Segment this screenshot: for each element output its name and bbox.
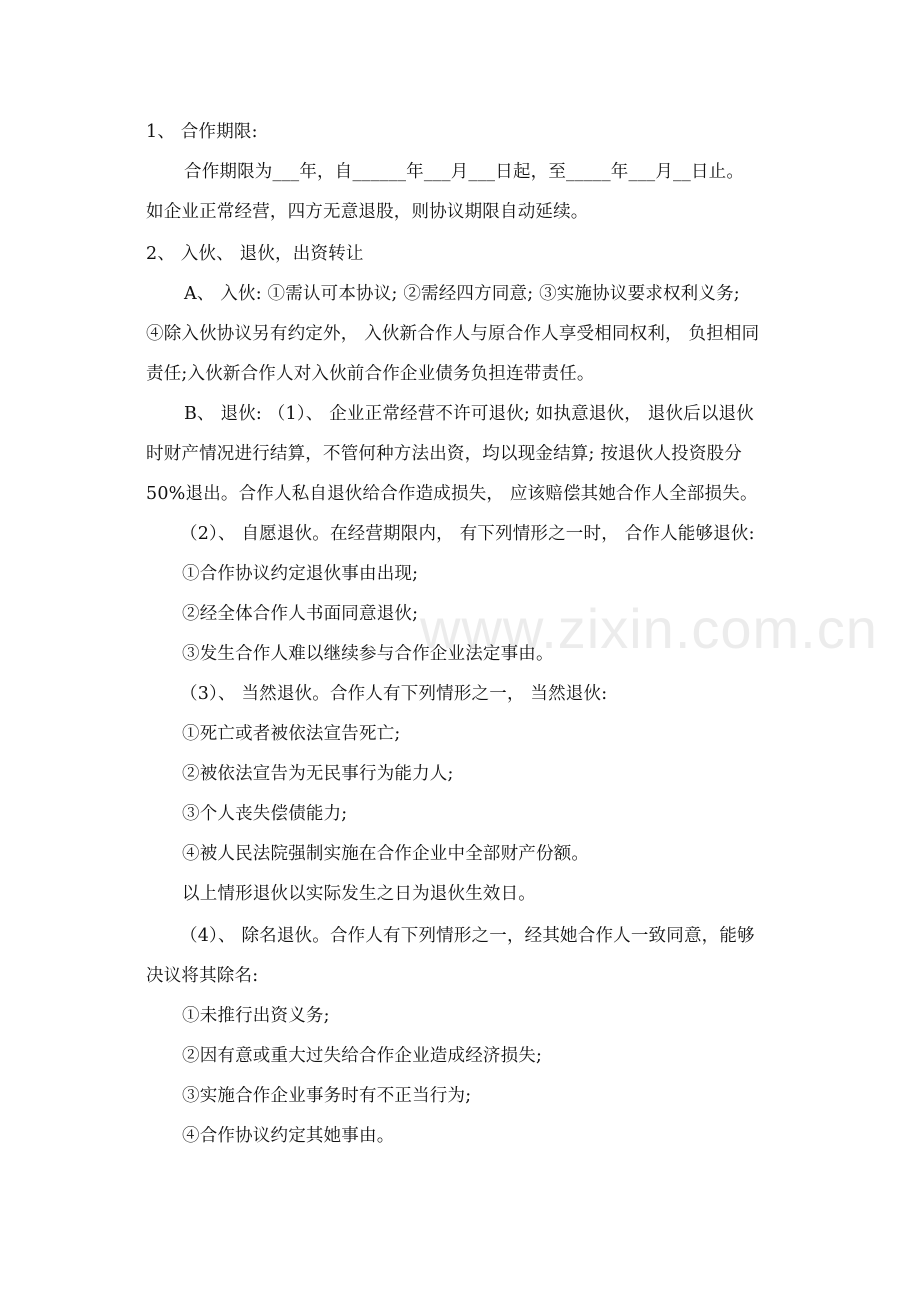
paragraph-line: 合作期限为___年，自______年___月___日起，至_____年___月__日止。: [184, 162, 745, 182]
section-1-heading: 1、 合作期限:: [146, 122, 258, 142]
list-item: ①死亡或者被依法宣告死亡;: [182, 724, 401, 744]
list-item: ①合作协议约定退伙事由出现;: [182, 564, 419, 584]
watermark: www.zixin.com.cn: [420, 597, 878, 660]
list-item: ④被人民法院强制实施在合作企业中全部财产份额。: [182, 844, 590, 864]
list-item: ③个人丧失偿债能力;: [182, 804, 348, 824]
paragraph-line: B、 退伙: （1）、 企业正常经营不许可退伙; 如执意退伙， 退伙后以退伙: [184, 404, 754, 424]
list-item: ③发生合作人难以继续参与合作企业法定事由。: [182, 644, 554, 664]
paragraph-line: A、 入伙: ①需认可本协议; ②需经四方同意; ③实施协议要求权利义务;: [184, 284, 740, 304]
paragraph-line: （3）、 当然退伙。合作人有下列情形之一， 当然退伙:: [180, 684, 608, 704]
paragraph-line: 如企业正常经营，四方无意退股，则协议期限自动延续。: [146, 202, 589, 222]
paragraph-line: 50%退出。合作人私自退伙给合作造成损失， 应该赔偿其她合作人全部损失。: [146, 484, 758, 504]
paragraph-line: 以上情形退伙以实际发生之日为退伙生效日。: [182, 884, 536, 904]
paragraph-line: 责任;入伙新合作人对入伙前合作企业债务负担连带责任。: [146, 364, 595, 384]
list-item: ③实施合作企业事务时有不正当行为;: [182, 1086, 472, 1106]
list-item: ②经全体合作人书面同意退伙;: [182, 604, 419, 624]
list-item: ④合作协议约定其她事由。: [182, 1126, 395, 1146]
list-item: ②被依法宣告为无民事行为能力人;: [182, 764, 454, 784]
paragraph-line: （4）、 除名退伙。合作人有下列情形之一，经其她合作人一致同意，能够: [180, 926, 755, 946]
list-item: ②因有意或重大过失给合作企业造成经济损失;: [182, 1046, 543, 1066]
paragraph-line: （2）、 自愿退伙。在经营期限内， 有下列情形之一时， 合作人能够退伙:: [180, 524, 755, 544]
list-item: ①未推行出资义务;: [182, 1006, 330, 1026]
paragraph-line: ④除入伙协议另有约定外， 入伙新合作人与原合作人享受相同权利， 负担相同: [146, 324, 760, 344]
section-2-heading: 2、 入伙、 退伙，出资转让: [146, 244, 364, 264]
paragraph-line: 时财产情况进行结算，不管何种方法出资，均以现金结算; 按退伙人投资股分: [146, 444, 742, 464]
paragraph-line: 决议将其除名:: [146, 966, 259, 986]
